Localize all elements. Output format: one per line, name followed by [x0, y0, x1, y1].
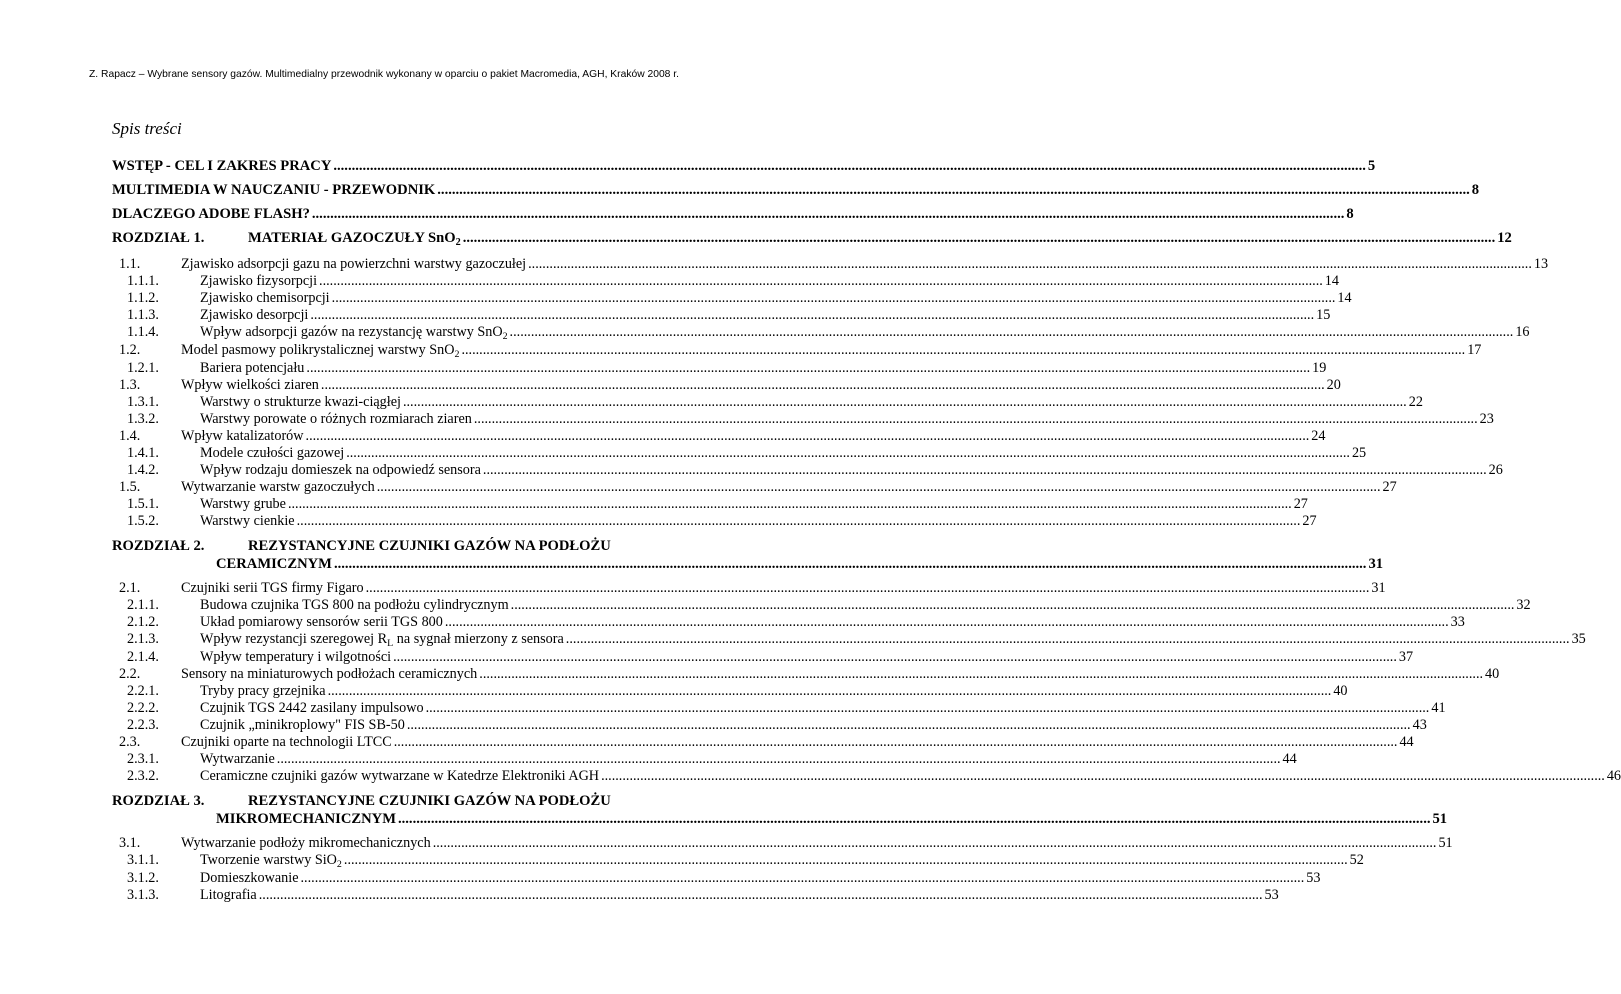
toc-section-number: 1.5.2.	[127, 513, 159, 529]
toc-section-title: Wytwarzanie warstw gazoczułych	[181, 479, 375, 495]
toc-entry-page: 20	[1326, 377, 1341, 393]
toc-chapter-1[interactable]	[112, 229, 1512, 249]
toc-entry-page: 46	[1606, 768, 1621, 784]
toc-leader-dots	[566, 631, 1570, 648]
toc-entry-page: 44	[1399, 734, 1414, 750]
toc-section-title: Model pasmowy polikrystalicznej warstwy SnO$_2$	[181, 342, 460, 360]
toc-section-entry[interactable]	[112, 751, 1297, 768]
toc-leader-dots	[277, 751, 1281, 768]
toc-section-title: Układ pomiarowy sensorów serii TGS 800	[200, 614, 443, 630]
toc-section-number: 2.1.	[119, 580, 141, 596]
toc-section-number: 2.2.2.	[127, 700, 159, 716]
toc-section-number: 3.1.1.	[127, 852, 159, 868]
toc-entry-page: 27	[1302, 513, 1317, 529]
toc-section-number: 1.1.4.	[127, 324, 159, 340]
toc-leader-dots	[301, 870, 1305, 887]
toc-section-entry[interactable]	[112, 342, 1482, 360]
toc-section-number: 1.3.2.	[127, 411, 159, 427]
toc-section-entry[interactable]	[112, 290, 1352, 307]
toc-leader-dots	[403, 394, 1407, 411]
toc-leader-dots	[394, 734, 1398, 751]
toc-section-entry[interactable]	[112, 852, 1364, 870]
toc-section-title: Wpływ rodzaju domieszek na odpowiedź sensora	[200, 462, 481, 478]
toc-section-title: Warstwy o strukturze kwazi-ciągłej	[200, 394, 401, 410]
toc-section-entry[interactable]	[112, 496, 1308, 513]
toc-section-title: Modele czułości gazowej	[200, 445, 345, 461]
toc-entry-page: 5	[1367, 158, 1376, 174]
toc-entry-page: 23	[1479, 411, 1494, 427]
toc-chapter-title-line2: MIKROMECHANICZNYM	[216, 811, 396, 827]
toc-section-title: Wpływ wielkości ziaren	[181, 377, 319, 393]
toc-section-entry[interactable]	[112, 256, 1549, 273]
toc-section-number: 1.4.2.	[127, 462, 159, 478]
toc-leader-dots	[319, 273, 1323, 290]
toc-entry-page: 14	[1337, 290, 1352, 306]
toc-section-entry[interactable]	[112, 870, 1321, 887]
toc-section-title: Warstwy porowate o różnych rozmiarach ziaren	[200, 411, 472, 427]
toc-section-title: Zjawisko desorpcji	[200, 307, 309, 323]
toc-entry-page: 43	[1412, 717, 1427, 733]
toc-entry-page: 31	[1368, 556, 1384, 572]
toc-entry-page: 19	[1312, 360, 1327, 376]
toc-section-entry[interactable]	[112, 649, 1414, 666]
toc-entry-title: WSTĘP - CEL I ZAKRES PRACY	[112, 158, 332, 174]
toc-entry-page: 24	[1311, 428, 1326, 444]
toc-section-number: 1.1.2.	[127, 290, 159, 306]
toc-section-number: 3.1.3.	[127, 887, 159, 903]
toc-section-entry[interactable]	[112, 580, 1386, 597]
toc-entry-page: 8	[1346, 206, 1354, 222]
toc-leader-dots	[511, 597, 1515, 614]
toc-entry-page: 8	[1471, 182, 1480, 198]
toc-section-title: Zjawisko adsorpcji gazu na powierzchni warstwy gazoczułej	[181, 256, 527, 272]
toc-entry-page: 26	[1488, 462, 1503, 478]
toc-section-entry[interactable]	[112, 462, 1503, 479]
toc-chapter-1-items	[112, 256, 1549, 530]
toc-leader-dots	[407, 717, 1411, 734]
toc-section-entry[interactable]	[112, 360, 1327, 377]
toc-chapter-title-line1: REZYSTANCYJNE CZUJNIKI GAZÓW NA PODŁOŻU	[248, 538, 611, 554]
toc-leader-dots	[333, 157, 1366, 175]
toc-section-title: Wpływ temperatury i wilgotności	[200, 649, 392, 665]
toc-section-number: 1.4.	[119, 428, 141, 444]
toc-section-title: Warstwy cienkie	[200, 513, 295, 529]
toc-section-entry[interactable]	[112, 428, 1326, 445]
toc-leader-dots	[297, 513, 1301, 530]
toc-section-entry[interactable]	[112, 717, 1427, 734]
toc-section-title: Czujniki serii TGS firmy Figaro	[181, 580, 364, 596]
toc-section-number: 1.5.1.	[127, 496, 159, 512]
table-of-contents	[112, 157, 1621, 904]
toc-section-number: 2.3.1.	[127, 751, 159, 767]
toc-section-title: Czujniki oparte na technologii LTCC	[181, 734, 392, 750]
toc-leader-dots	[312, 205, 1345, 223]
toc-leader-dots	[377, 479, 1381, 496]
toc-section-entry[interactable]	[112, 700, 1446, 717]
toc-chapter-title-line2: CERAMICZNYM	[216, 556, 332, 572]
toc-leader-dots	[463, 229, 1496, 247]
toc-section-title: Czujnik „minikroplowy" FIS SB-50	[200, 717, 405, 733]
toc-leader-dots	[328, 683, 1332, 700]
toc-chapter-number: ROZDZIAŁ 1.	[112, 230, 205, 246]
toc-leader-dots	[474, 411, 1478, 428]
toc-entry-page: 53	[1264, 887, 1279, 903]
toc-section-entry[interactable]	[112, 411, 1494, 428]
toc-section-entry[interactable]	[112, 324, 1530, 342]
toc-entry-page: 33	[1450, 614, 1465, 630]
toc-chapter-number: ROZDZIAŁ 3.	[112, 793, 205, 809]
toc-section-title: Bariera potencjału	[200, 360, 305, 376]
toc-section-number: 1.5.	[119, 479, 141, 495]
toc-leader-dots	[346, 445, 1350, 462]
toc-entry-page: 31	[1371, 580, 1386, 596]
toc-entry-page: 27	[1293, 496, 1308, 512]
toc-entry-page: 35	[1571, 631, 1586, 647]
toc-entry-page: 27	[1382, 479, 1397, 495]
toc-entry-page: 41	[1431, 700, 1446, 716]
toc-entry-intro[interactable]	[112, 157, 1376, 175]
toc-section-entry[interactable]	[112, 307, 1331, 324]
toc-section-title: Wpływ rezystancji szeregowej $R_L$ na sygnał mierzony z sensora	[200, 631, 564, 649]
toc-section-title: Tworzenie warstwy SiO$_2$	[200, 852, 342, 870]
toc-section-number: 2.2.	[119, 666, 141, 682]
toc-section-title: Tryby pracy grzejnika	[200, 683, 326, 699]
toc-section-title: Wytwarzanie podłoży mikromechanicznych	[181, 835, 431, 851]
toc-entry-page: 52	[1349, 852, 1364, 868]
toc-entry-page: 32	[1516, 597, 1531, 613]
toc-section-number: 2.3.2.	[127, 768, 159, 784]
toc-entry-page: 51	[1432, 811, 1448, 827]
toc-leader-dots	[437, 181, 1470, 199]
toc-leader-dots	[306, 360, 1310, 377]
toc-chapter-title: MATERIAŁ GAZOCZUŁY SnO$_2$	[248, 230, 461, 249]
toc-section-entry[interactable]	[112, 377, 1341, 394]
toc-leader-dots	[528, 256, 1532, 273]
toc-section-entry[interactable]	[112, 768, 1621, 785]
toc-leader-dots	[334, 555, 1367, 573]
toc-section-title: Warstwy grube	[200, 496, 286, 512]
toc-section-entry[interactable]	[112, 513, 1317, 530]
toc-leader-dots	[344, 852, 1348, 869]
toc-section-entry[interactable]	[112, 666, 1500, 683]
toc-chapter-title-line1: REZYSTANCYJNE CZUJNIKI GAZÓW NA PODŁOŻU	[248, 793, 611, 809]
toc-entry-page: 53	[1306, 870, 1321, 886]
toc-section-entry[interactable]	[112, 614, 1465, 631]
toc-leader-dots	[426, 700, 1430, 717]
toc-section-number: 1.1.	[119, 256, 141, 272]
toc-section-title: Zjawisko fizysorpcji	[200, 273, 318, 289]
toc-entry-page: 40	[1485, 666, 1500, 682]
toc-chapter-3[interactable]	[112, 792, 1448, 828]
toc-section-number: 2.1.3.	[127, 631, 159, 647]
toc-section-title: Ceramiczne czujniki gazów wytwarzane w Katedrze Elektroniki AGH	[200, 768, 600, 784]
toc-leader-dots	[433, 835, 1437, 852]
toc-section-number: 1.2.1.	[127, 360, 159, 376]
toc-entry-page: 51	[1438, 835, 1453, 851]
toc-section-entry[interactable]	[112, 835, 1453, 852]
toc-section-number: 1.4.1.	[127, 445, 159, 461]
toc-leader-dots	[601, 768, 1605, 785]
toc-entry-title: MULTIMEDIA W NAUCZANIU - PRZEWODNIK	[112, 182, 436, 198]
toc-entry-title: DLACZEGO ADOBE FLASH?	[112, 206, 310, 222]
toc-leader-dots	[461, 342, 1465, 359]
toc-entry-page: 17	[1467, 342, 1482, 358]
toc-section-title: Litografia	[200, 887, 257, 903]
toc-section-title: Zjawisko chemisorpcji	[200, 290, 330, 306]
toc-leader-dots	[366, 580, 1370, 597]
toc-section-number: 2.2.1.	[127, 683, 159, 699]
toc-chapter-number: ROZDZIAŁ 2.	[112, 538, 205, 554]
toc-section-number: 1.3.1.	[127, 394, 159, 410]
toc-leader-dots	[398, 810, 1431, 828]
toc-section-title: Czujnik TGS 2442 zasilany impulsowo	[200, 700, 424, 716]
toc-chapter-2-items	[112, 580, 1621, 785]
toc-leader-dots	[259, 887, 1263, 904]
toc-section-title: Domieszkowanie	[200, 870, 299, 886]
toc-section-number: 1.1.3.	[127, 307, 159, 323]
toc-entry-flash[interactable]	[112, 205, 1354, 223]
toc-entry-page: 14	[1324, 273, 1339, 289]
toc-leader-dots	[332, 290, 1336, 307]
toc-leader-dots	[306, 428, 1310, 445]
toc-section-number: 1.2.	[119, 342, 141, 358]
toc-section-title: Sensory na miniaturowych podłożach ceramicznych	[181, 666, 478, 682]
toc-entry-page: 37	[1398, 649, 1414, 665]
toc-section-entry[interactable]	[112, 394, 1423, 411]
toc-section-number: 2.3.	[119, 734, 141, 750]
toc-entry-page: 40	[1333, 683, 1348, 699]
toc-section-entry[interactable]	[112, 734, 1414, 751]
toc-section-number: 3.1.	[119, 835, 141, 851]
toc-section-entry[interactable]	[112, 683, 1348, 700]
toc-chapter-3-items	[112, 835, 1453, 904]
toc-chapter-2[interactable]	[112, 537, 1384, 573]
toc-section-title: Wpływ katalizatorów	[181, 428, 304, 444]
toc-section-number: 2.1.4.	[127, 649, 159, 665]
toc-section-title: Budowa czujnika TGS 800 na podłożu cylindrycznym	[200, 597, 509, 613]
toc-leader-dots	[479, 666, 1483, 683]
running-header: Z. Rapacz – Wybrane sensory gazów. Multimedialny przewodnik wykonany w oparciu o pakiet Macromedia, AGH, Kraków 2008 r.	[89, 69, 679, 80]
toc-section-entry[interactable]	[112, 631, 1586, 649]
toc-leader-dots	[510, 324, 1514, 341]
toc-title: Spis treści	[112, 119, 182, 138]
toc-section-entry[interactable]	[112, 479, 1397, 496]
toc-entry-page: 13	[1533, 256, 1549, 272]
toc-section-title: Wpływ adsorpcji gazów na rezystancję warstwy SnO$_2$	[200, 324, 508, 342]
toc-section-entry[interactable]	[112, 273, 1339, 290]
toc-section-entry[interactable]	[112, 597, 1531, 614]
toc-section-entry[interactable]	[112, 445, 1367, 462]
toc-entry-page: 16	[1515, 324, 1530, 340]
toc-entry-page: 22	[1408, 394, 1423, 410]
toc-entry-page: 12	[1497, 230, 1512, 246]
toc-leader-dots	[310, 307, 1314, 324]
toc-leader-dots	[321, 377, 1325, 394]
toc-entry-page: 25	[1351, 445, 1367, 461]
toc-leader-dots	[393, 649, 1397, 666]
toc-entry-multimedia[interactable]	[112, 181, 1480, 199]
toc-section-entry[interactable]	[112, 887, 1279, 904]
toc-leader-dots	[445, 614, 1449, 631]
toc-leader-dots	[288, 496, 1292, 513]
toc-section-title: Wytwarzanie	[200, 751, 275, 767]
toc-entry-page: 15	[1316, 307, 1331, 323]
toc-entry-page: 44	[1282, 751, 1297, 767]
toc-leader-dots	[483, 462, 1487, 479]
toc-section-number: 2.1.1.	[127, 597, 159, 613]
toc-section-number: 1.1.1.	[127, 273, 159, 289]
toc-section-number: 3.1.2.	[127, 870, 159, 886]
toc-section-number: 2.1.2.	[127, 614, 159, 630]
toc-section-number: 2.2.3.	[127, 717, 159, 733]
toc-section-number: 1.3.	[119, 377, 141, 393]
